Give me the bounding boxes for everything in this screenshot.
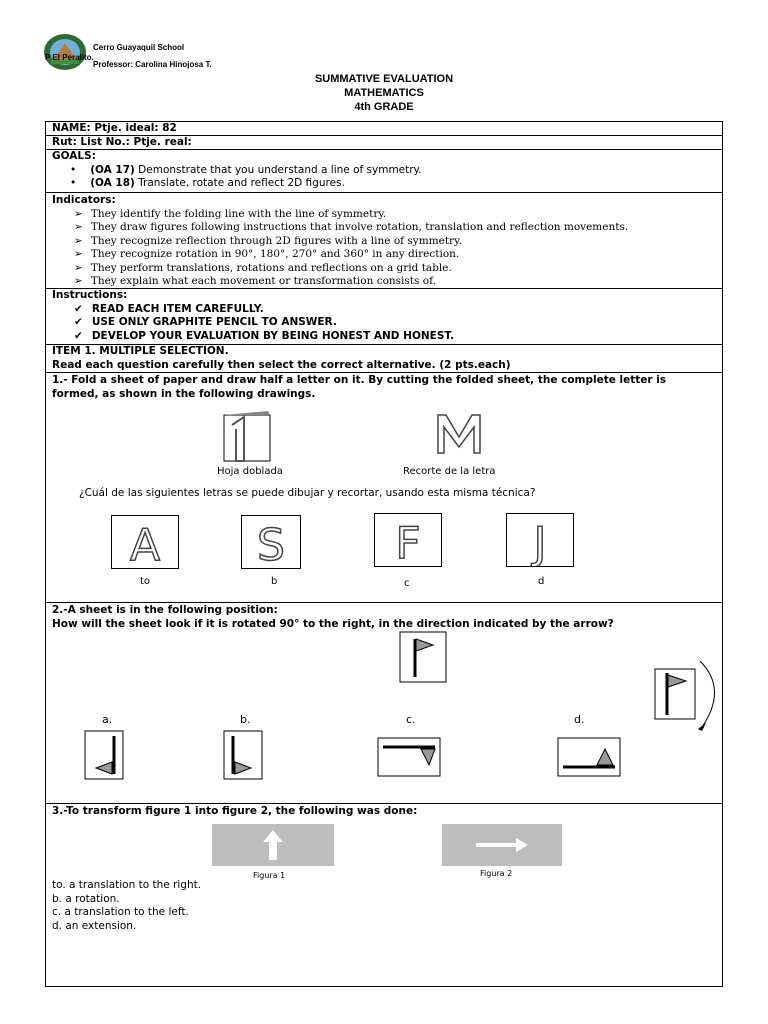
indicators-label: Indicators: xyxy=(52,194,116,206)
figure-2-caption: Figura 2 xyxy=(480,869,513,878)
cut-letter-figure xyxy=(434,411,484,457)
document-titles xyxy=(0,72,768,114)
question-2 xyxy=(46,603,722,804)
indicator-item: ➢ They perform translations, rotations and reflections on a grid table. xyxy=(74,262,716,276)
option-a-box[interactable] xyxy=(111,515,179,569)
item1-title: ITEM 1. MULTIPLE SELECTION. xyxy=(52,345,229,357)
q3-answer[interactable]: to. a translation to the right. xyxy=(52,879,202,891)
figure-1-caption: Figura 1 xyxy=(253,871,286,880)
svg-text:A: A xyxy=(129,520,161,568)
indicator-item: ➢ They identify the folding line with the line of symmetry. xyxy=(74,208,716,222)
professor-name: Professor: Carolina Hinojosa T. xyxy=(93,60,212,69)
q2-option-c-label: c. xyxy=(406,713,416,726)
fig2-caption: Recorte de la letra xyxy=(403,466,496,477)
q3-answer[interactable]: c. a translation to the left. xyxy=(52,906,189,918)
school-header xyxy=(43,33,443,73)
instruction-item: ✔ DEVELOP YOUR EVALUATION BY BEING HONEST AND HONEST. xyxy=(74,330,716,344)
option-c-box[interactable] xyxy=(374,513,442,567)
school-logo xyxy=(43,33,87,71)
fig1-caption: Hoja doblada xyxy=(217,466,283,477)
rut-row: Rut: List No.: Ptje. real: xyxy=(46,136,722,150)
name-row: NAME: Ptje. ideal: 82 xyxy=(46,122,722,136)
letter-s-icon xyxy=(242,516,300,568)
goal-item: • (OA 18) Translate, rotate and reflect 2D figures. xyxy=(70,177,716,191)
evaluation-table xyxy=(45,121,723,987)
item1-subtitle: Read each question carefully then select the correct alternative. (2 pts.each) xyxy=(52,358,511,371)
q3-answer[interactable]: d. an extension. xyxy=(52,919,137,932)
q2-option-a-label: a. xyxy=(102,713,113,726)
option-c-label: c xyxy=(404,578,410,589)
q2-option-c-figure[interactable] xyxy=(377,737,441,777)
figure-2-right-arrow xyxy=(442,824,562,866)
indicator-item: ➢ They recognize reflection through 2D figures with a line of symmetry. xyxy=(74,235,716,249)
q2-option-d-figure[interactable] xyxy=(557,737,621,777)
option-b-box[interactable] xyxy=(241,515,301,569)
indicator-item: ➢ They recognize rotation in 90°, 180°, 270° and 360° in any direction. xyxy=(74,248,716,262)
indicator-item: ➢ They explain what each movement or transformation consists of. xyxy=(74,275,716,289)
indicators-section xyxy=(46,193,722,289)
flag-sheet-figure xyxy=(399,631,447,683)
instructions-section xyxy=(46,289,722,345)
svg-text:J: J xyxy=(533,518,547,566)
title-line: MATHEMATICS xyxy=(344,87,424,99)
figure-1-up-arrow xyxy=(212,824,334,866)
q3-answers xyxy=(52,879,201,933)
option-a-label: to xyxy=(140,576,151,587)
school-subtitle: P El Peralito. xyxy=(45,53,94,62)
instructions-label: Instructions: xyxy=(52,289,128,301)
option-b-label: b xyxy=(271,576,278,587)
item1-header xyxy=(46,345,722,373)
q1-text: 1.- Fold a sheet of paper and draw half a letter on it. By cutting the folded sheet, the complete letter is formed, as shown in the following drawings. xyxy=(52,374,667,400)
q2-option-a-figure[interactable] xyxy=(84,730,124,780)
rotation-arrow-figure xyxy=(652,659,722,733)
q2-option-d-label: d. xyxy=(574,713,585,726)
question-1 xyxy=(46,373,722,603)
school-name: Cerro Guayaquil School xyxy=(93,43,185,52)
title-line: SUMMATIVE EVALUATION xyxy=(314,73,454,85)
instruction-item: ✔ USE ONLY GRAPHITE PENCIL TO ANSWER. xyxy=(74,316,716,330)
folded-sheet-figure xyxy=(222,411,272,463)
letter-j-icon xyxy=(507,514,573,566)
q2-line1: 2.-A sheet is in the following position: xyxy=(52,604,278,616)
question-3 xyxy=(46,804,722,984)
q2-option-b-figure[interactable] xyxy=(223,730,263,780)
svg-text:F: F xyxy=(395,518,421,566)
q2-option-b-label: b. xyxy=(240,713,251,726)
q3-answer[interactable]: b. a rotation. xyxy=(52,892,120,905)
letter-f-icon xyxy=(375,514,441,566)
goal-item: • (OA 17) Demonstrate that you understand a line of symmetry. xyxy=(70,164,716,178)
option-d-box[interactable] xyxy=(506,513,574,567)
goals-section xyxy=(46,150,722,193)
q2-line2: How will the sheet look if it is rotated 90° to the right, in the direction indicated by the arrow? xyxy=(52,617,614,630)
indicator-item: ➢ They draw figures following instructions that involve rotation, translation and reflection movements. xyxy=(74,221,716,235)
q1-question: ¿Cuál de las siguientes letras se puede dibujar y recortar, usando esta misma técnica? xyxy=(79,487,536,499)
svg-text:S: S xyxy=(257,520,285,568)
title-line: 4th GRADE xyxy=(354,101,414,113)
q3-text: 3.-To transform figure 1 into figure 2, the following was done: xyxy=(52,805,418,817)
option-d-label: d xyxy=(538,576,545,587)
letter-a-icon xyxy=(112,516,178,568)
goals-label: GOALS: xyxy=(52,150,96,162)
instruction-item: ✔ READ EACH ITEM CAREFULLY. xyxy=(74,303,716,317)
